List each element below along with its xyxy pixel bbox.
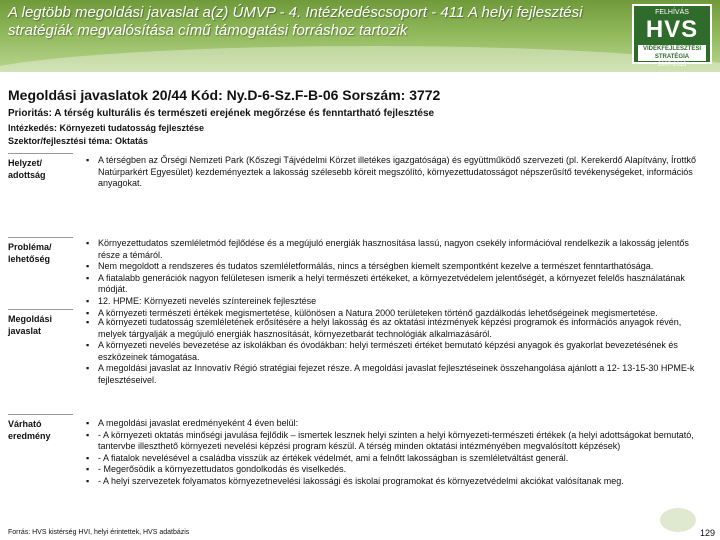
list-item: ▪ A környezeti természeti értékek megismertetése, különösen a Natura 2000 területeken történő gazdálkodás lehetőségeinek megismertetése. bbox=[86, 308, 706, 320]
label-megoldas: Megoldási javaslat bbox=[8, 309, 73, 337]
header-swoosh bbox=[0, 46, 720, 72]
label-problema: Probléma/ lehetőség bbox=[8, 237, 73, 265]
list-megoldas bbox=[86, 317, 706, 387]
list-vart bbox=[86, 418, 706, 488]
list-problema bbox=[86, 238, 706, 319]
list-item: ▪ A megoldási javaslat eredményeként 4 éven belül: bbox=[86, 418, 706, 430]
list-item: ▪ - A környezeti oktatás minőségi javulása fejlődik – ismertek lesznek helyi szinten a helyi környezeti-természeti értékek (a helyi adottságokat bemutató, tantervbe illeszthető környezeti nevelési képzési program készül. A térség minden oktatási intézményében megvalósított képzések) bbox=[86, 430, 706, 453]
logo-name: HVS bbox=[645, 16, 699, 43]
list-item: ▪ A térségben az Őrségi Nemzeti Park (Kőszegi Tájvédelmi Körzet illetékes igazgatósága) és együttműködő szervezeti (pl. Kerekerdő Alapítvány, Írottkő Natúrparkért Egyesület) kezdeményeztek a lakosság szélesebb köreit megszólító, környezettudatosságot népszerűsítő tevékenységeket, információs anyagokat. bbox=[86, 155, 706, 190]
source-footer: Forrás: HVS kistérség HVI, helyi érintettek, HVS adatbázis bbox=[8, 529, 190, 536]
label-helyzet: Helyzet/ adottság bbox=[8, 153, 73, 181]
list-item: ▪ - A helyi szervezetek folyamatos környezetnevelési lakossági és iskolai programokat és környezetvédelmi akciókat valósítanak meg. bbox=[86, 476, 706, 488]
list-item: ▪ Nem megoldott a rendszeres és tudatos szemléletformálás, nincs a térségben kiemelt szempontként kezelve a természet fenntarthatósága. bbox=[86, 261, 706, 273]
list-item: ▪ Környezettudatos szemléletmód fejlődése és a megújuló energiák hasznosítása lassú, nagyon csekély információval rendelkezik a lakosság jelentős része a témáról. bbox=[86, 238, 706, 261]
list-item: ▪ A környezeti nevelés bevezetése az iskolákban és óvodákban: helyi természeti értéket bemutató képzési anyagok és gyakorlat bevezetésének és eszközeinek támogatása. bbox=[86, 340, 706, 363]
section-heading: Megoldási javaslatok 20/44 Kód: Ny.D-6-Sz.F-B-06 Sorszám: 3772 bbox=[8, 87, 441, 103]
list-item: ▪ 12. HPME: Környezeti nevelés színtereinek fejlesztése bbox=[86, 296, 706, 308]
sector-line: Szektor/fejlesztési téma: Oktatás bbox=[8, 136, 149, 146]
list-item: ▪ - Megerősödik a környezettudatos gondolkodás és viselkedés. bbox=[86, 464, 706, 476]
list-item: ▪ A megoldási javaslat az Innovatív Régió stratégiai fejezet része. A megoldási javaslat fejlesztéseinek összehangolása ajánlott a 12- 13-15-30 HPME-k fejlesztéseivel. bbox=[86, 363, 706, 386]
page-number: 129 bbox=[700, 528, 716, 538]
priority-line: Prioritás: A térség kulturális és természeti erejének megőrzése és fenntartható fejlesztése bbox=[8, 108, 435, 119]
list-helyzet bbox=[86, 155, 706, 190]
label-vart: Várható eredmény bbox=[8, 414, 73, 442]
logo-subtitle: VIDÉKFEJLESZTÉSI STRATÉGIA bbox=[638, 45, 706, 61]
logo-top-text: FELHÍVÁS bbox=[655, 9, 689, 16]
page-title: A legtöbb megoldási javaslat a(z) ÚMVP - 4. Intézkedéscsoport - 411 A helyi fejlesztési stratégiák megvalósítása című támogatási forráshoz tartozik bbox=[8, 4, 583, 39]
hvs-logo bbox=[632, 4, 712, 68]
logo-url: 2007-2013 bbox=[657, 62, 687, 68]
header-banner bbox=[0, 0, 720, 72]
list-item: ▪ A fiatalabb generációk nagyon felületesen ismerik a helyi természeti értékeket, a környezetvédelem jelentőségét, a környezet felelős használatának módját. bbox=[86, 273, 706, 296]
corner-decoration-icon bbox=[660, 508, 696, 532]
list-item: ▪ A környezeti tudatosság szemléletének erősítésére a helyi lakosság és az oktatási intézmények képzési programok és információs anyagok révén, melyek tárgyalják a megújuló energiák hasznosítását, környezetbarát technológiák alkalmazásáról. bbox=[86, 317, 706, 340]
list-item: ▪ - A fiatalok nevelésével a családba visszük az értékek védelmét, ami a felnőtt lakosságban is szemléletváltást generál. bbox=[86, 453, 706, 465]
intervention-line: Intézkedés: Környezeti tudatosság fejlesztése bbox=[8, 123, 205, 133]
